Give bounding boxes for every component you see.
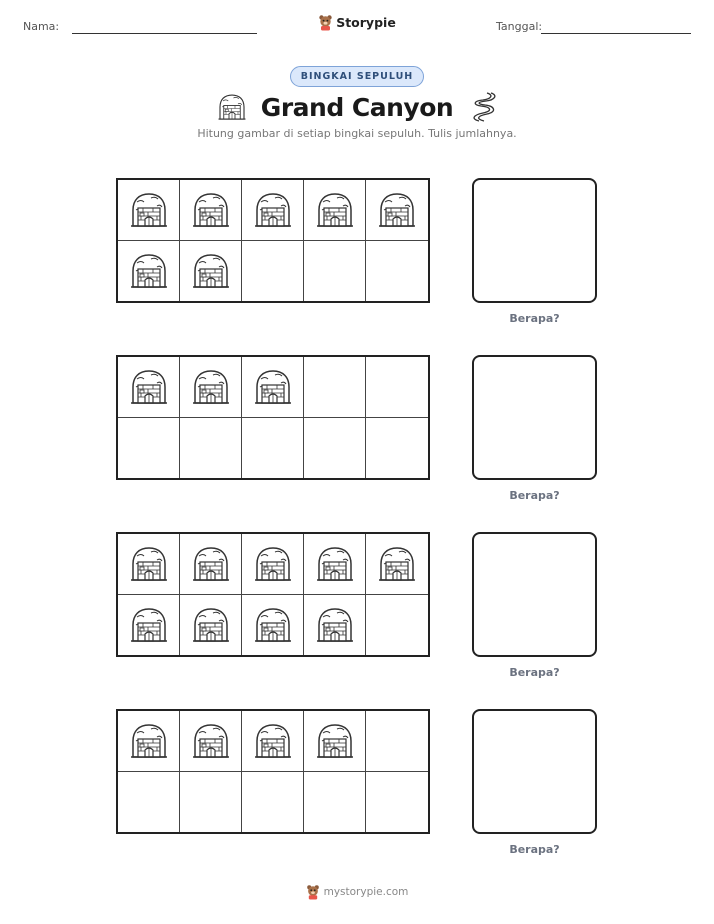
- answer-box-1[interactable]: [472, 178, 597, 303]
- frame-cell: [242, 595, 304, 656]
- adobe-house-icon: [129, 721, 169, 761]
- adobe-house-icon: [129, 544, 169, 584]
- adobe-house-icon: [191, 605, 231, 645]
- frame-cell: [242, 772, 304, 833]
- adobe-house-icon: [253, 367, 293, 407]
- frame-cell: [180, 357, 242, 418]
- frame-cell: [242, 180, 304, 241]
- adobe-house-icon: [191, 721, 231, 761]
- bear-mascot-icon: [306, 884, 320, 900]
- instructions: Hitung gambar di setiap bingkai sepuluh. Tulis jumlahnya.: [197, 127, 517, 140]
- frame-cell: [118, 534, 180, 595]
- adobe-house-icon: [377, 544, 417, 584]
- adobe-house-icon: [315, 721, 355, 761]
- ten-frame-4: [116, 709, 430, 834]
- brand-name: Storypie: [336, 15, 396, 30]
- frame-cell: [242, 711, 304, 772]
- answer-prompt-1: Berapa?: [509, 312, 560, 325]
- footer-url: mystorypie.com: [323, 886, 409, 898]
- answer-prompt-3: Berapa?: [509, 666, 560, 679]
- adobe-house-icon: [129, 251, 169, 291]
- frame-cell: [180, 595, 242, 656]
- page-title: Grand Canyon: [260, 92, 454, 122]
- brand-logo: [0, 14, 714, 31]
- frame-cell: [180, 241, 242, 302]
- frame-cell: [118, 241, 180, 302]
- adobe-house-icon: [377, 190, 417, 230]
- date-line[interactable]: [541, 33, 691, 34]
- adobe-house-icon: [191, 251, 231, 291]
- frame-cell: [366, 534, 428, 595]
- frame-cell: [180, 418, 242, 479]
- frame-cell: [304, 772, 366, 833]
- adobe-house-icon: [253, 544, 293, 584]
- adobe-house-icon: [253, 190, 293, 230]
- adobe-house-icon: [315, 544, 355, 584]
- ten-frame-1: [116, 178, 430, 303]
- frame-cell: [242, 418, 304, 479]
- frame-cell: [304, 418, 366, 479]
- frame-cell: [304, 534, 366, 595]
- frame-cell: [242, 534, 304, 595]
- adobe-house-icon: [129, 190, 169, 230]
- frame-cell: [366, 180, 428, 241]
- adobe-house-icon: [191, 367, 231, 407]
- adobe-house-icon: [191, 544, 231, 584]
- frame-cell: [304, 180, 366, 241]
- title-row: [0, 91, 714, 123]
- frame-cell: [180, 711, 242, 772]
- ten-frame-2: [116, 355, 430, 480]
- adobe-house-icon: [315, 605, 355, 645]
- frame-cell: [180, 534, 242, 595]
- frame-cell: [180, 180, 242, 241]
- adobe-house-icon: [191, 190, 231, 230]
- adobe-house-icon: [129, 605, 169, 645]
- date-label: Tanggal:: [496, 20, 543, 33]
- name-line[interactable]: [72, 33, 257, 34]
- winding-river-icon: [467, 91, 497, 123]
- ten-frame-3: [116, 532, 430, 657]
- frame-cell: [118, 180, 180, 241]
- bear-mascot-icon: [318, 14, 333, 31]
- frame-cell: [366, 595, 428, 656]
- frame-cell: [304, 241, 366, 302]
- frame-cell: [118, 772, 180, 833]
- name-label: Nama:: [23, 20, 60, 33]
- frame-cell: [242, 241, 304, 302]
- category-badge: BINGKAI SEPULUH: [290, 66, 424, 87]
- answer-prompt-2: Berapa?: [509, 489, 560, 502]
- answer-prompt-4: Berapa?: [509, 843, 560, 856]
- frame-cell: [304, 357, 366, 418]
- footer: [0, 884, 714, 900]
- adobe-house-icon: [253, 721, 293, 761]
- frame-cell: [242, 357, 304, 418]
- frame-cell: [366, 711, 428, 772]
- frame-cell: [366, 357, 428, 418]
- adobe-house-icon: [315, 190, 355, 230]
- answer-box-3[interactable]: [472, 532, 597, 657]
- adobe-house-icon: [129, 367, 169, 407]
- answer-box-2[interactable]: [472, 355, 597, 480]
- frame-cell: [304, 711, 366, 772]
- frame-cell: [180, 772, 242, 833]
- frame-cell: [304, 595, 366, 656]
- frame-cell: [118, 595, 180, 656]
- frame-cell: [366, 241, 428, 302]
- adobe-house-icon: [253, 605, 293, 645]
- frame-cell: [118, 418, 180, 479]
- frame-cell: [366, 772, 428, 833]
- adobe-house-icon: [217, 92, 247, 122]
- frame-cell: [118, 711, 180, 772]
- frame-cell: [366, 418, 428, 479]
- frame-cell: [118, 357, 180, 418]
- answer-box-4[interactable]: [472, 709, 597, 834]
